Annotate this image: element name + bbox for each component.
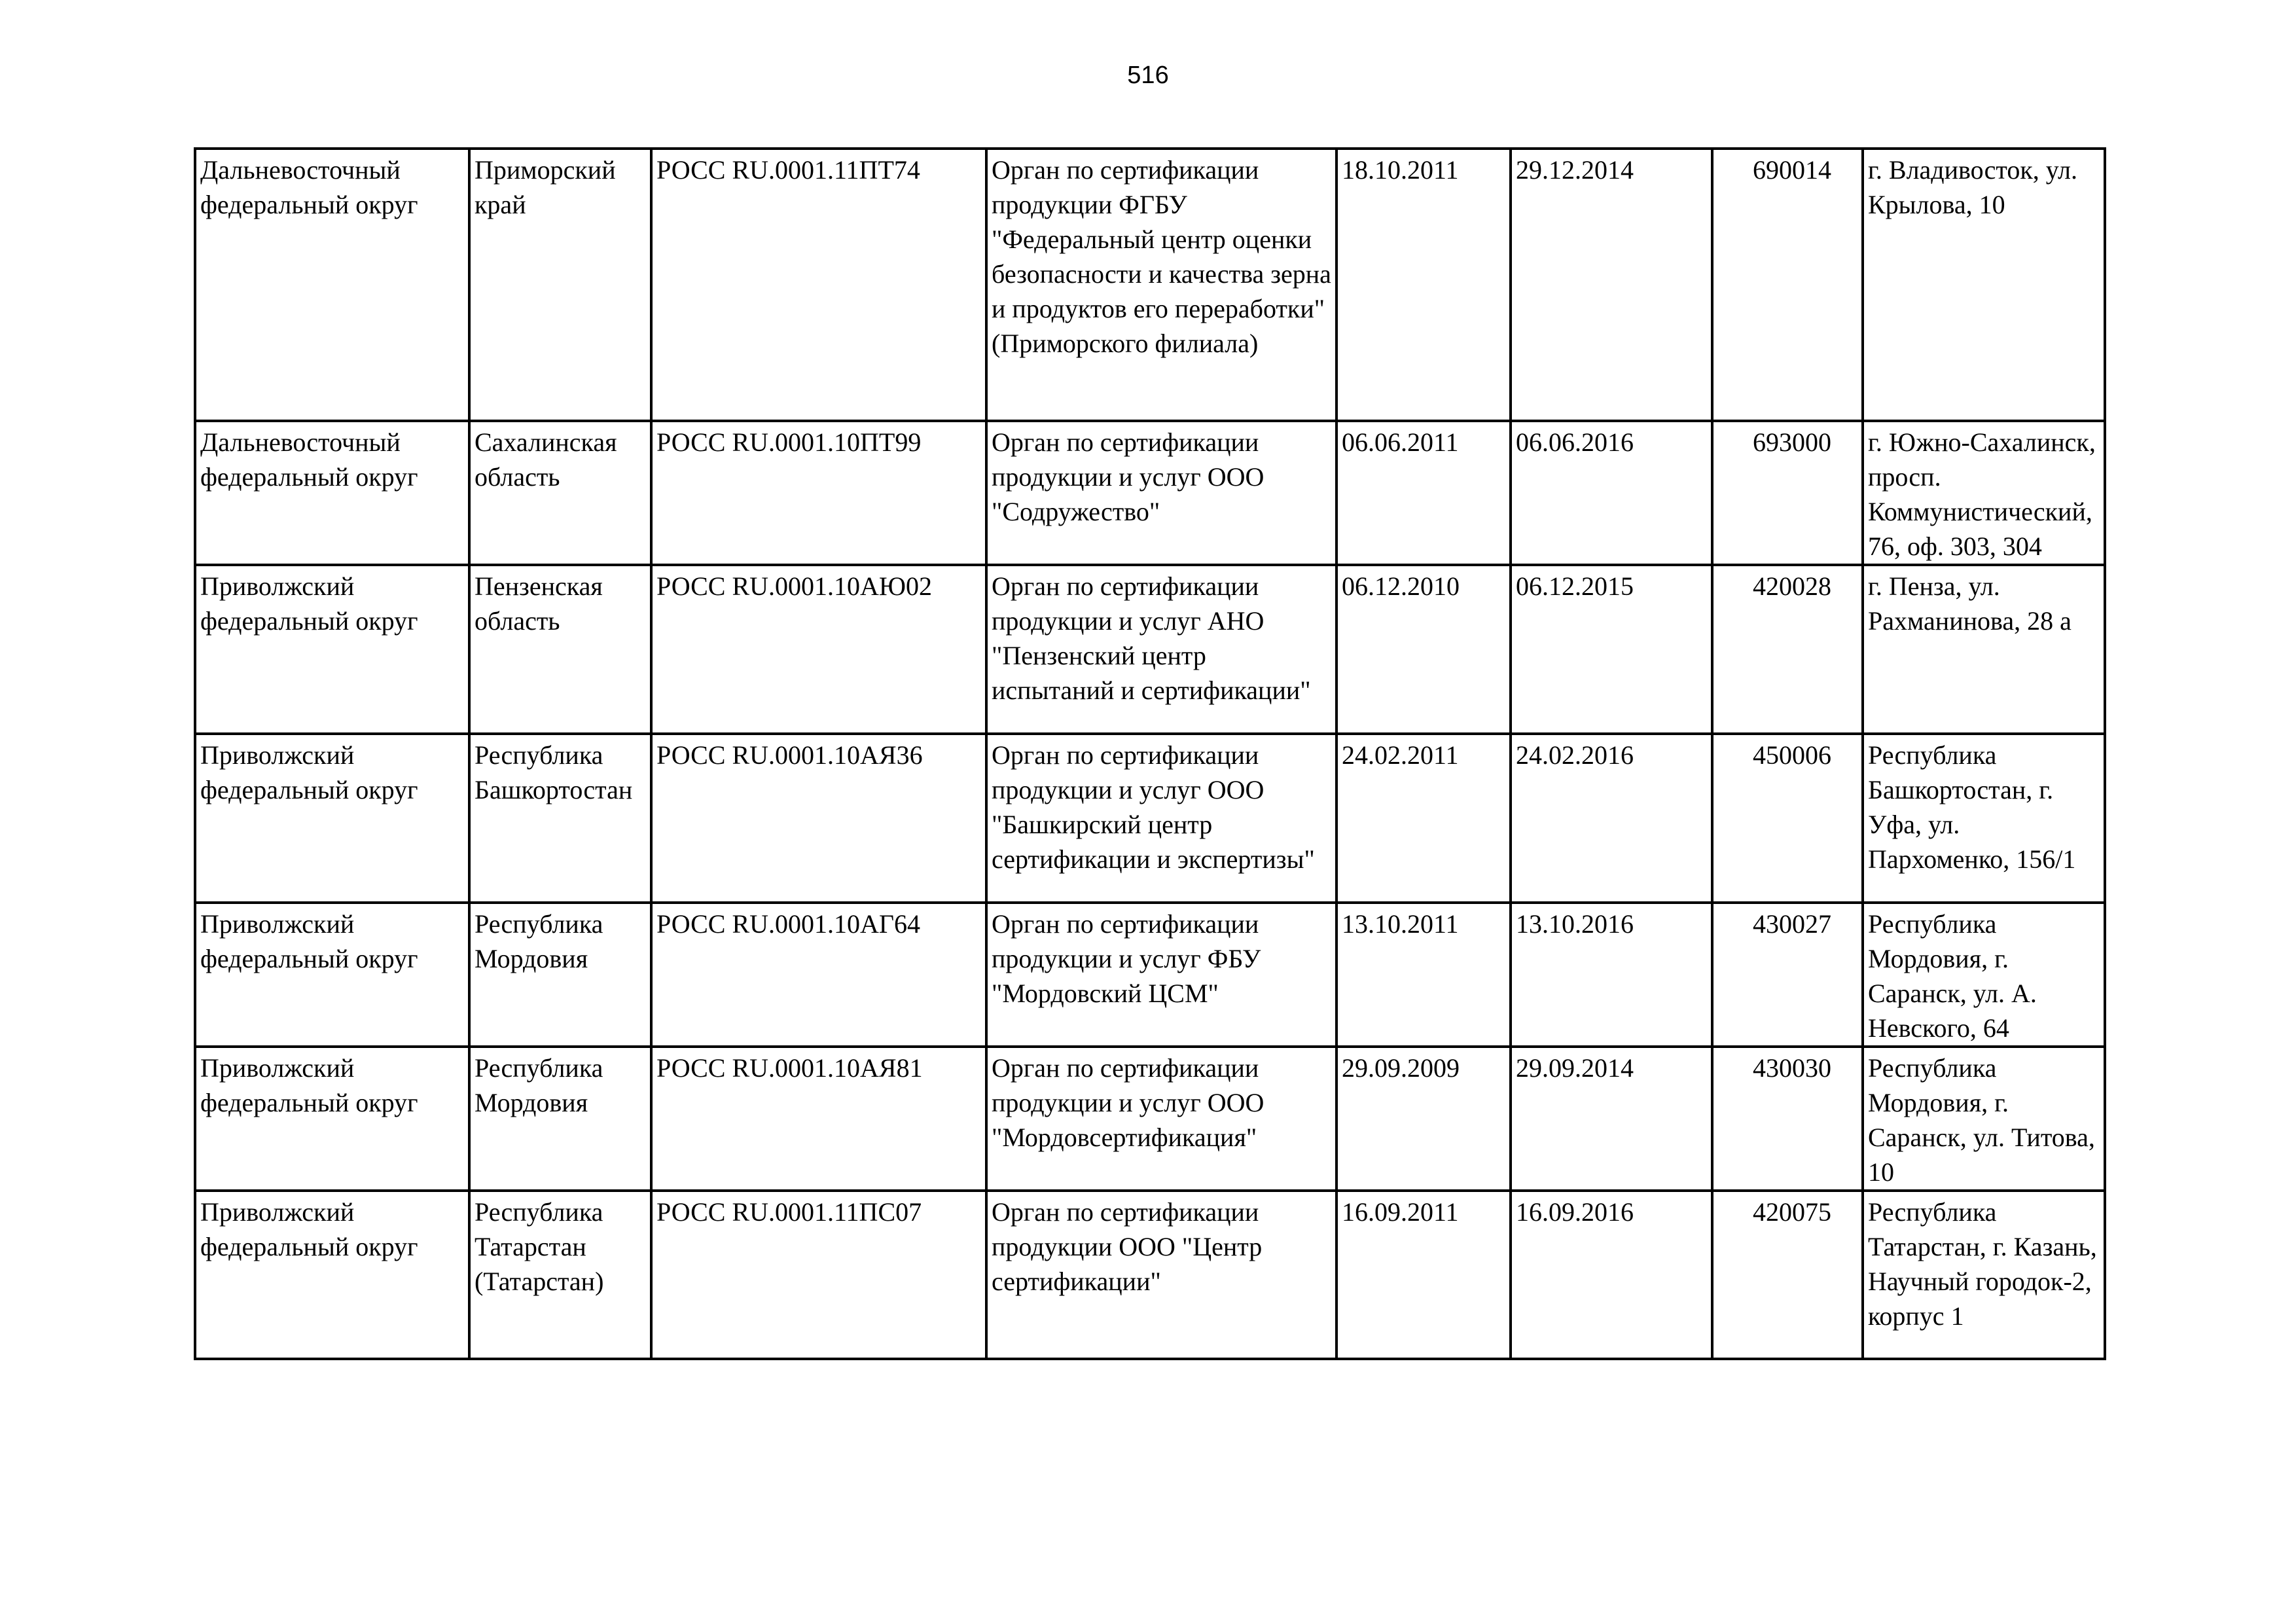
district-cell: Приволжский федеральный округ bbox=[195, 903, 469, 1047]
postal-code-cell: 450006 bbox=[1712, 734, 1863, 903]
organization-cell: Орган по сертификации продукции и услуг ООО "Мордовсертификация" bbox=[986, 1047, 1336, 1191]
reg-number-cell: РОСС RU.0001.10АЯ81 bbox=[651, 1047, 986, 1191]
address-cell: Республика Башкортостан, г. Уфа, ул. Пархоменко, 156/1 bbox=[1863, 734, 2105, 903]
date-from-cell: 18.10.2011 bbox=[1336, 149, 1511, 421]
district-cell: Приволжский федеральный округ bbox=[195, 1191, 469, 1359]
address-cell: г. Южно-Сахалинск, просп. Коммунистический, 76, оф. 303, 304 bbox=[1863, 421, 2105, 565]
region-cell: Республика Башкортостан bbox=[469, 734, 651, 903]
date-to-cell: 06.12.2015 bbox=[1511, 565, 1712, 734]
district-cell: Приволжский федеральный округ bbox=[195, 1047, 469, 1191]
reg-number-cell: РОСС RU.0001.10АГ64 bbox=[651, 903, 986, 1047]
date-to-cell: 16.09.2016 bbox=[1511, 1191, 1712, 1359]
organization-cell: Орган по сертификации продукции и услуг АНО "Пензенский центр испытаний и сертификации" bbox=[986, 565, 1336, 734]
date-from-cell: 06.06.2011 bbox=[1336, 421, 1511, 565]
address-cell: Республика Мордовия, г. Саранск, ул. Титова, 10 bbox=[1863, 1047, 2105, 1191]
organization-cell: Орган по сертификации продукции и услуг ФБУ "Мордовский ЦСМ" bbox=[986, 903, 1336, 1047]
certification-bodies-table bbox=[194, 147, 2106, 1360]
district-cell: Дальневосточный федеральный округ bbox=[195, 149, 469, 421]
table-row bbox=[195, 149, 2105, 421]
reg-number-cell: РОСС RU.0001.10АЯ36 bbox=[651, 734, 986, 903]
address-cell: г. Владивосток, ул. Крылова, 10 bbox=[1863, 149, 2105, 421]
page-number: 516 bbox=[1127, 62, 1169, 89]
address-cell: Республика Мордовия, г. Саранск, ул. А. Невского, 64 bbox=[1863, 903, 2105, 1047]
reg-number-cell: РОСС RU.0001.10ПТ99 bbox=[651, 421, 986, 565]
postal-code-cell: 430027 bbox=[1712, 903, 1863, 1047]
table-row bbox=[195, 734, 2105, 903]
date-from-cell: 24.02.2011 bbox=[1336, 734, 1511, 903]
postal-code-cell: 420075 bbox=[1712, 1191, 1863, 1359]
date-from-cell: 13.10.2011 bbox=[1336, 903, 1511, 1047]
postal-code-cell: 690014 bbox=[1712, 149, 1863, 421]
table-row bbox=[195, 1047, 2105, 1191]
date-to-cell: 06.06.2016 bbox=[1511, 421, 1712, 565]
region-cell: Пензенская область bbox=[469, 565, 651, 734]
organization-cell: Орган по сертификации продукции и услуг ООО "Содружество" bbox=[986, 421, 1336, 565]
date-to-cell: 29.12.2014 bbox=[1511, 149, 1712, 421]
reg-number-cell: РОСС RU.0001.11ПС07 bbox=[651, 1191, 986, 1359]
table-row bbox=[195, 565, 2105, 734]
date-to-cell: 29.09.2014 bbox=[1511, 1047, 1712, 1191]
postal-code-cell: 420028 bbox=[1712, 565, 1863, 734]
date-from-cell: 16.09.2011 bbox=[1336, 1191, 1511, 1359]
postal-code-cell: 693000 bbox=[1712, 421, 1863, 565]
date-from-cell: 06.12.2010 bbox=[1336, 565, 1511, 734]
date-from-cell: 29.09.2009 bbox=[1336, 1047, 1511, 1191]
region-cell: Республика Татарстан (Татарстан) bbox=[469, 1191, 651, 1359]
district-cell: Приволжский федеральный округ bbox=[195, 565, 469, 734]
region-cell: Приморский край bbox=[469, 149, 651, 421]
table-row bbox=[195, 1191, 2105, 1359]
reg-number-cell: РОСС RU.0001.10АЮ02 bbox=[651, 565, 986, 734]
region-cell: Республика Мордовия bbox=[469, 1047, 651, 1191]
table-row bbox=[195, 421, 2105, 565]
organization-cell: Орган по сертификации продукции ФГБУ "Федеральный центр оценки безопасности и качества зерна и продуктов его переработки" (Приморского филиала) bbox=[986, 149, 1336, 421]
organization-cell: Орган по сертификации продукции и услуг ООО "Башкирский центр сертификации и экспертизы" bbox=[986, 734, 1336, 903]
address-cell: г. Пенза, ул. Рахманинова, 28 а bbox=[1863, 565, 2105, 734]
region-cell: Республика Мордовия bbox=[469, 903, 651, 1047]
postal-code-cell: 430030 bbox=[1712, 1047, 1863, 1191]
date-to-cell: 24.02.2016 bbox=[1511, 734, 1712, 903]
region-cell: Сахалинская область bbox=[469, 421, 651, 565]
address-cell: Республика Татарстан, г. Казань, Научный городок-2, корпус 1 bbox=[1863, 1191, 2105, 1359]
table-row bbox=[195, 903, 2105, 1047]
organization-cell: Орган по сертификации продукции ООО "Центр сертификации" bbox=[986, 1191, 1336, 1359]
reg-number-cell: РОСС RU.0001.11ПТ74 bbox=[651, 149, 986, 421]
date-to-cell: 13.10.2016 bbox=[1511, 903, 1712, 1047]
district-cell: Приволжский федеральный округ bbox=[195, 734, 469, 903]
district-cell: Дальневосточный федеральный округ bbox=[195, 421, 469, 565]
